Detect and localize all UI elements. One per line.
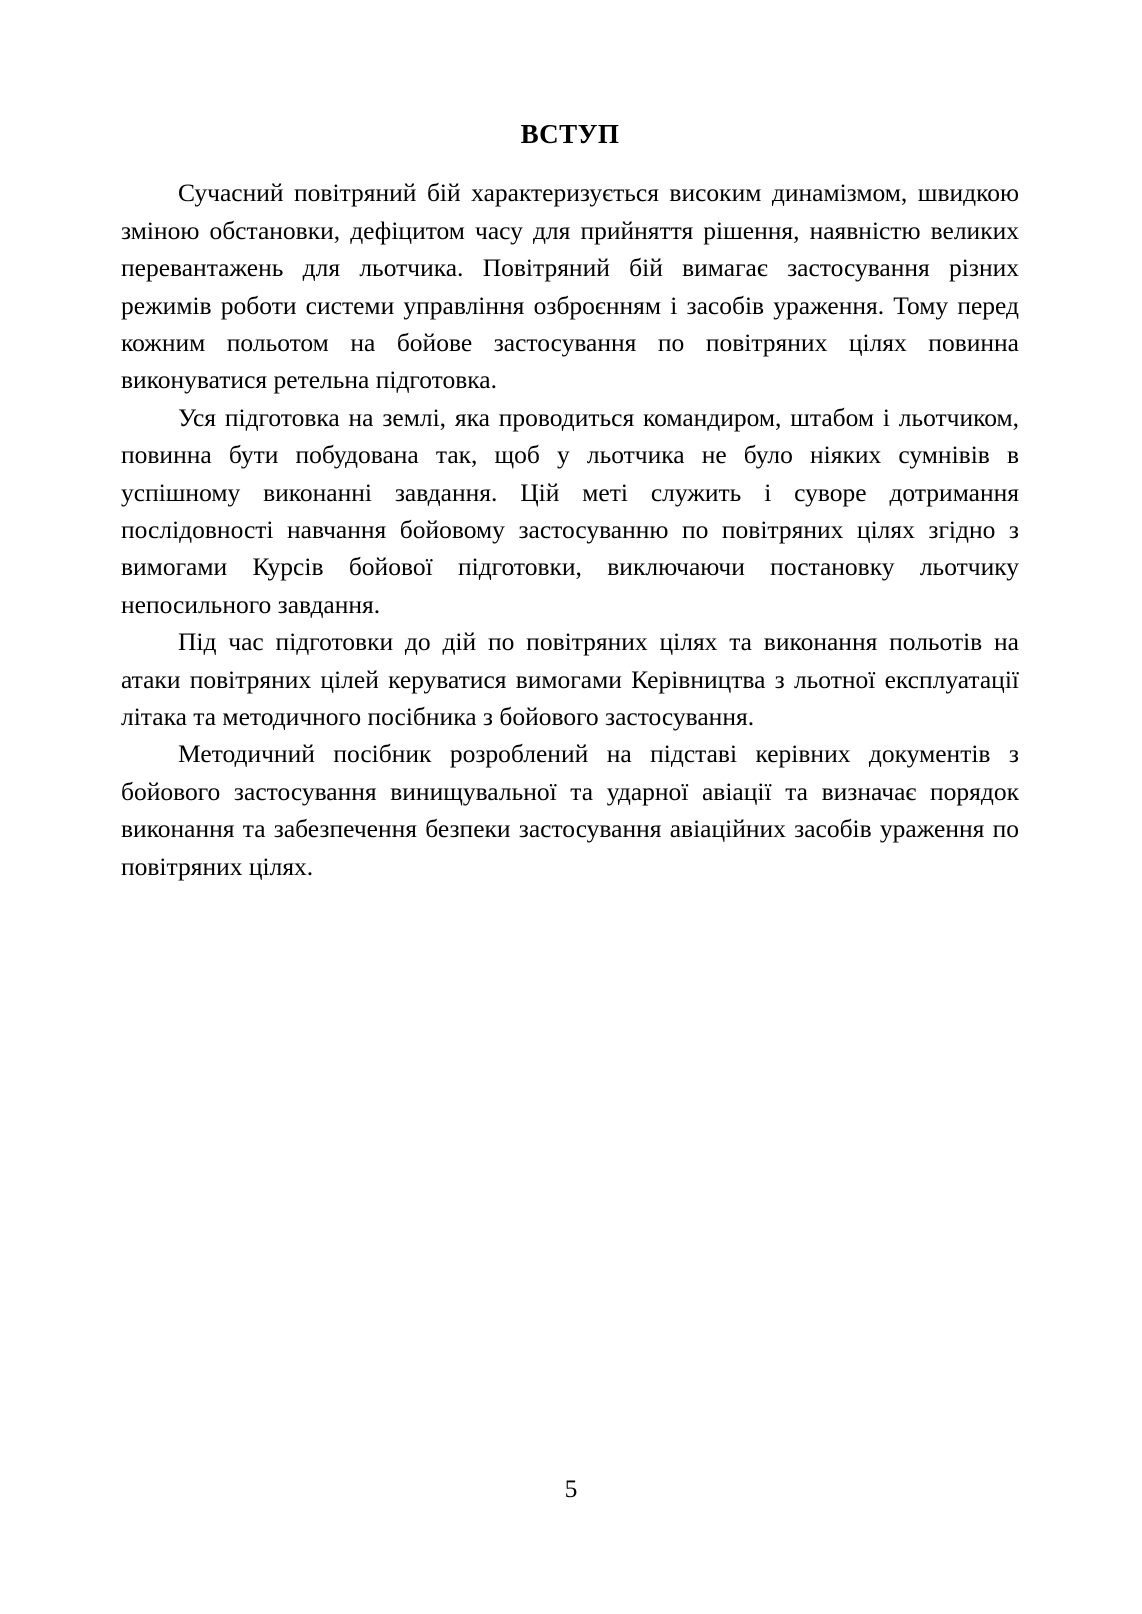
paragraph-2: Уся підготовка на землі, яка проводиться командиром, штабом і льотчиком, повинна бути побудована так, щоб у льотчика не було ніяких сумнівів в успішному виконанні завдання. Цій меті служить і суворе дотримання послідовності навчання бойовому застосуванню по повітряних цілях згідно з вимогами Курсів бойової підготовки, виключаючи постановку льотчику непосильного завдання. — [121, 402, 1019, 619]
page-content — [121, 118, 1019, 885]
paragraph-3: Під час підготовки до дій по повітряних цілях та виконання польотів на атаки повітряних цілей керуватися вимогами Керівництва з льотної експлуатації літака та методичного посібника з бойового застосування. — [121, 627, 1019, 732]
page-title: ВСТУП — [520, 119, 620, 149]
page-number: 5 — [564, 1474, 578, 1503]
paragraph-4: Методичний посібник розроблений на підставі керівних документів з бойового застосування винищувальної та ударної авіації та визначає порядок виконання та забезпечення безпеки застосування авіаційних засобів ураження по повітряних цілях. — [121, 739, 1019, 881]
paragraph-1: Сучасний повітряний бій характеризується високим динамізмом, швидкою зміною обстановки, дефіцитом часу для прийняття рішення, наявністю великих перевантажень для льотчика. Повітряний бій вимагає застосування різних режимів роботи системи управління озброєнням і засобів ураження. Тому перед кожним польотом на бойове застосування по повітряних цілях повинна виконуватися ретельна підготовка. — [121, 178, 1019, 395]
